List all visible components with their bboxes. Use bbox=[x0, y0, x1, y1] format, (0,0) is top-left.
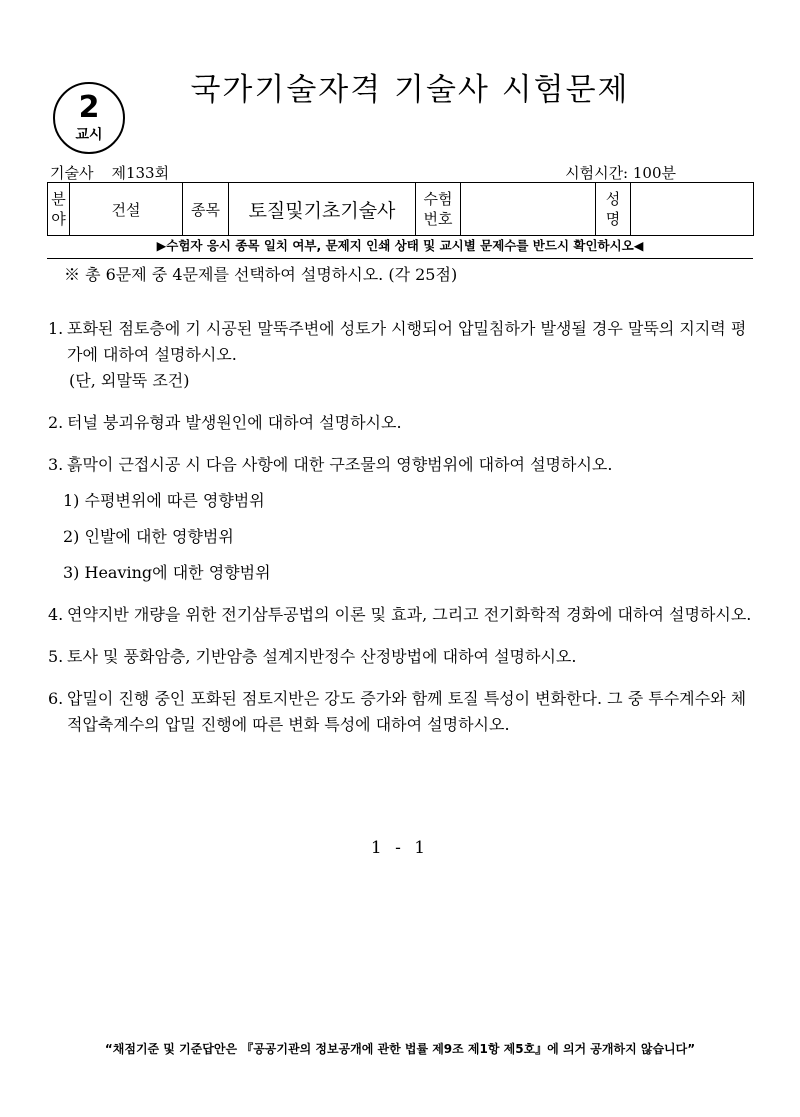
instruction: ※ 총 6문제 중 4문제를 선택하여 설명하시오. (각 25점) bbox=[64, 265, 458, 284]
exam-meta bbox=[50, 164, 169, 182]
exam-time: 시험시간: 100분 bbox=[565, 164, 676, 182]
field-value: 건설 bbox=[70, 183, 183, 236]
name-label: 성 명 bbox=[596, 183, 631, 236]
page-title: 국가기술자격 기술사 시험문제 bbox=[190, 72, 630, 108]
field-label: 분 야 bbox=[48, 183, 70, 236]
question-4 bbox=[48, 602, 760, 628]
question-5 bbox=[48, 644, 760, 670]
question-list bbox=[48, 316, 760, 738]
period-number: 2 bbox=[78, 90, 100, 125]
question-text: 터널 붕괴유형과 발생원인에 대하여 설명하시오. bbox=[67, 413, 402, 432]
question-1 bbox=[48, 316, 760, 394]
question-text: 포화된 점토층에 기 시공된 말뚝주변에 성토가 시행되어 압밀침하가 발생될 경우 말뚝의 지지력 평가에 대하여 설명하시오. bbox=[67, 319, 747, 364]
sub-item: 1) 수평변위에 따른 영향범위 bbox=[63, 491, 265, 510]
question-number: 5. bbox=[48, 647, 64, 666]
exam-number-field[interactable] bbox=[461, 183, 596, 236]
sub-item: 2) 인발에 대한 영향범위 bbox=[63, 527, 234, 546]
exam-category: 기술사 bbox=[50, 164, 94, 182]
question-text: 흙막이 근접시공 시 다음 사항에 대한 구조물의 영향범위에 대하여 설명하시오. bbox=[67, 455, 613, 474]
subject-name: 토질및기초기술사 bbox=[229, 183, 416, 236]
question-text: 압밀이 진행 중인 포화된 점토지반은 강도 증가와 함께 토질 특성이 변화한다. 그 중 투수계수와 체적압축계수의 압밀 진행에 따른 변화 특성에 대하여 설명하시오. bbox=[67, 689, 747, 734]
exam-session: 제133회 bbox=[111, 164, 170, 182]
question-6 bbox=[48, 686, 760, 738]
name-field[interactable] bbox=[631, 183, 754, 236]
question-number: 6. bbox=[48, 689, 64, 708]
sub-item: 3) Heaving에 대한 영향범위 bbox=[63, 563, 271, 582]
period-label: 교시 bbox=[75, 127, 103, 143]
footer-disclaimer: “채점기준 및 기준답안은 『공공기관의 정보공개에 관한 법률 제9조 제1항 제5호』에 의거 공개하지 않습니다” bbox=[104, 1042, 696, 1056]
question-note: (단, 외말뚝 조건) bbox=[69, 371, 190, 390]
page-number: 1 - 1 bbox=[370, 838, 430, 858]
question-3 bbox=[48, 452, 760, 586]
type-label: 종목 bbox=[183, 183, 229, 236]
check-notice: ▶수험자 응시 종목 일치 여부, 문제지 인쇄 상태 및 교시별 문제수를 반드시 확인하시오◀ bbox=[47, 236, 753, 259]
question-number: 2. bbox=[48, 413, 64, 432]
question-number: 3. bbox=[48, 455, 64, 474]
question-text: 토사 및 풍화암층, 기반암층 설계지반정수 산정방법에 대하여 설명하시오. bbox=[67, 647, 577, 666]
question-2 bbox=[48, 410, 760, 436]
exam-info-table bbox=[47, 182, 754, 236]
question-number: 1. bbox=[48, 319, 64, 338]
question-number: 4. bbox=[48, 605, 64, 624]
period-badge bbox=[53, 82, 125, 154]
question-text: 연약지반 개량을 위한 전기삼투공법의 이론 및 효과, 그리고 전기화학적 경화에 대하여 설명하시오. bbox=[67, 605, 752, 624]
exam-number-label: 수험 번호 bbox=[416, 183, 461, 236]
